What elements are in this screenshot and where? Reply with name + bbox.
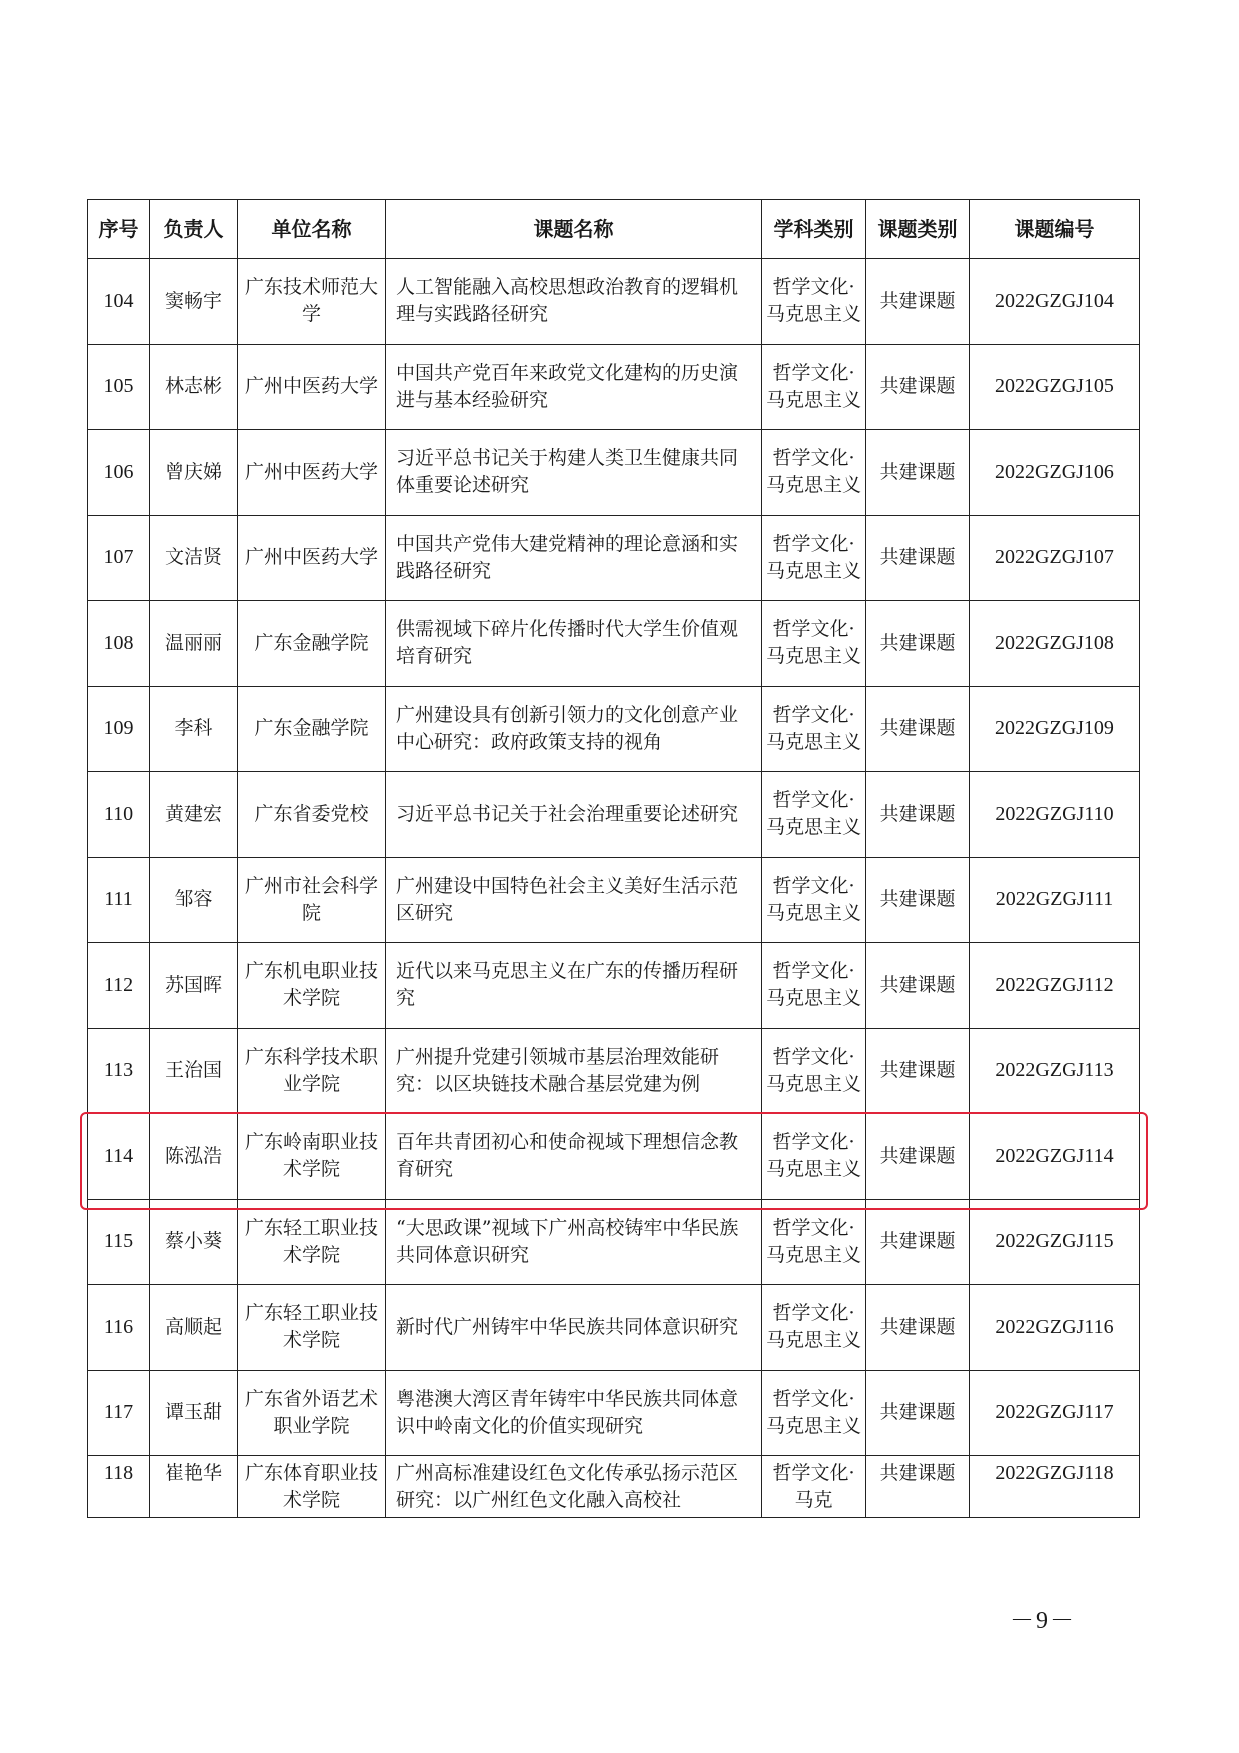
header-discipline: 学科类别	[762, 200, 866, 259]
cell-seq: 106	[88, 430, 150, 516]
header-code: 课题编号	[970, 200, 1140, 259]
table-row	[88, 1456, 1140, 1518]
cell-unit: 广东科学技术职业学院	[238, 1028, 386, 1114]
cell-discipline: 哲学文化·马克思主义	[762, 430, 866, 516]
table-row	[88, 430, 1140, 516]
cell-unit: 广东体育职业技术学院	[238, 1456, 386, 1518]
cell-type: 共建课题	[866, 772, 970, 858]
cell-type: 共建课题	[866, 344, 970, 430]
cell-seq: 118	[88, 1456, 150, 1518]
header-title: 课题名称	[386, 200, 762, 259]
cell-discipline: 哲学文化·马克思主义	[762, 857, 866, 943]
cell-seq: 109	[88, 686, 150, 772]
cell-code: 2022GZGJ107	[970, 515, 1140, 601]
cell-unit: 广州市社会科学院	[238, 857, 386, 943]
cell-seq: 116	[88, 1285, 150, 1371]
cell-type: 共建课题	[866, 430, 970, 516]
cell-type: 共建课题	[866, 601, 970, 687]
cell-seq: 107	[88, 515, 150, 601]
table-row	[88, 686, 1140, 772]
cell-title: 百年共青团初心和使命视域下理想信念教育研究	[386, 1114, 762, 1200]
table-row-highlighted	[88, 1114, 1140, 1200]
cell-unit: 广东轻工职业技术学院	[238, 1285, 386, 1371]
cell-discipline: 哲学文化·马克思主义	[762, 943, 866, 1029]
cell-code: 2022GZGJ111	[970, 857, 1140, 943]
cell-leader: 邹容	[150, 857, 238, 943]
header-type: 课题类别	[866, 200, 970, 259]
cell-title: 人工智能融入高校思想政治教育的逻辑机理与实践路径研究	[386, 259, 762, 345]
cell-type: 共建课题	[866, 686, 970, 772]
cell-unit: 广州中医药大学	[238, 430, 386, 516]
header-unit: 单位名称	[238, 200, 386, 259]
cell-discipline: 哲学文化·马克思主义	[762, 1199, 866, 1285]
cell-unit: 广东省外语艺术职业学院	[238, 1370, 386, 1456]
cell-leader: 王治国	[150, 1028, 238, 1114]
table-row	[88, 943, 1140, 1029]
cell-title: 新时代广州铸牢中华民族共同体意识研究	[386, 1285, 762, 1371]
cell-type: 共建课题	[866, 1456, 970, 1518]
table-row	[88, 1285, 1140, 1371]
cell-unit: 广东技术师范大学	[238, 259, 386, 345]
cell-code: 2022GZGJ114	[970, 1114, 1140, 1200]
cell-unit: 广州中医药大学	[238, 515, 386, 601]
cell-code: 2022GZGJ118	[970, 1456, 1140, 1518]
cell-title: 习近平总书记关于构建人类卫生健康共同体重要论述研究	[386, 430, 762, 516]
cell-type: 共建课题	[866, 1028, 970, 1114]
cell-leader: 曾庆娣	[150, 430, 238, 516]
cell-title: “大思政课”视域下广州高校铸牢中华民族共同体意识研究	[386, 1199, 762, 1285]
cell-leader: 窦畅宇	[150, 259, 238, 345]
cell-seq: 108	[88, 601, 150, 687]
cell-leader: 李科	[150, 686, 238, 772]
cell-discipline: 哲学文化·马克	[762, 1456, 866, 1518]
cell-title: 中国共产党伟大建党精神的理论意涵和实践路径研究	[386, 515, 762, 601]
cell-type: 共建课题	[866, 1370, 970, 1456]
cell-leader: 林志彬	[150, 344, 238, 430]
cell-leader: 谭玉甜	[150, 1370, 238, 1456]
cell-code: 2022GZGJ112	[970, 943, 1140, 1029]
cell-type: 共建课题	[866, 1199, 970, 1285]
table-header-row	[88, 200, 1140, 259]
cell-type: 共建课题	[866, 1285, 970, 1371]
cell-leader: 苏国晖	[150, 943, 238, 1029]
table-row	[88, 601, 1140, 687]
cell-leader: 黄建宏	[150, 772, 238, 858]
cell-discipline: 哲学文化·马克思主义	[762, 1285, 866, 1371]
cell-seq: 113	[88, 1028, 150, 1114]
cell-leader: 陈泓浩	[150, 1114, 238, 1200]
table-row	[88, 1370, 1140, 1456]
header-seq: 序号	[88, 200, 150, 259]
cell-leader: 高顺起	[150, 1285, 238, 1371]
cell-title: 广州高标准建设红色文化传承弘扬示范区研究：以广州红色文化融入高校社	[386, 1456, 762, 1518]
cell-discipline: 哲学文化·马克思主义	[762, 344, 866, 430]
table-row	[88, 259, 1140, 345]
table-row	[88, 772, 1140, 858]
cell-seq: 112	[88, 943, 150, 1029]
cell-discipline: 哲学文化·马克思主义	[762, 1028, 866, 1114]
project-table	[87, 199, 1140, 1518]
cell-title: 广州建设具有创新引领力的文化创意产业中心研究：政府政策支持的视角	[386, 686, 762, 772]
cell-code: 2022GZGJ104	[970, 259, 1140, 345]
cell-discipline: 哲学文化·马克思主义	[762, 772, 866, 858]
cell-seq: 114	[88, 1114, 150, 1200]
cell-code: 2022GZGJ116	[970, 1285, 1140, 1371]
cell-leader: 蔡小葵	[150, 1199, 238, 1285]
cell-code: 2022GZGJ115	[970, 1199, 1140, 1285]
cell-discipline: 哲学文化·马克思主义	[762, 601, 866, 687]
cell-title: 习近平总书记关于社会治理重要论述研究	[386, 772, 762, 858]
cell-code: 2022GZGJ108	[970, 601, 1140, 687]
cell-unit: 广东金融学院	[238, 601, 386, 687]
cell-discipline: 哲学文化·马克思主义	[762, 1114, 866, 1200]
cell-seq: 111	[88, 857, 150, 943]
table-row	[88, 1028, 1140, 1114]
page-number: －9－	[1010, 1608, 1076, 1634]
cell-discipline: 哲学文化·马克思主义	[762, 686, 866, 772]
cell-seq: 117	[88, 1370, 150, 1456]
cell-type: 共建课题	[866, 259, 970, 345]
cell-seq: 115	[88, 1199, 150, 1285]
cell-leader: 文洁贤	[150, 515, 238, 601]
cell-unit: 广东金融学院	[238, 686, 386, 772]
cell-type: 共建课题	[866, 515, 970, 601]
cell-leader: 温丽丽	[150, 601, 238, 687]
cell-seq: 104	[88, 259, 150, 345]
cell-title: 广州建设中国特色社会主义美好生活示范区研究	[386, 857, 762, 943]
cell-unit: 广东岭南职业技术学院	[238, 1114, 386, 1200]
cell-type: 共建课题	[866, 857, 970, 943]
table-row	[88, 344, 1140, 430]
cell-seq: 105	[88, 344, 150, 430]
cell-type: 共建课题	[866, 1114, 970, 1200]
cell-code: 2022GZGJ117	[970, 1370, 1140, 1456]
cell-unit: 广东机电职业技术学院	[238, 943, 386, 1029]
cell-seq: 110	[88, 772, 150, 858]
cell-discipline: 哲学文化·马克思主义	[762, 1370, 866, 1456]
cell-unit: 广东省委党校	[238, 772, 386, 858]
cell-title: 中国共产党百年来政党文化建构的历史演进与基本经验研究	[386, 344, 762, 430]
cell-code: 2022GZGJ105	[970, 344, 1140, 430]
cell-leader: 崔艳华	[150, 1456, 238, 1518]
cell-unit: 广州中医药大学	[238, 344, 386, 430]
header-leader: 负责人	[150, 200, 238, 259]
cell-title: 近代以来马克思主义在广东的传播历程研究	[386, 943, 762, 1029]
cell-title: 粤港澳大湾区青年铸牢中华民族共同体意识中岭南文化的价值实现研究	[386, 1370, 762, 1456]
cell-code: 2022GZGJ109	[970, 686, 1140, 772]
cell-unit: 广东轻工职业技术学院	[238, 1199, 386, 1285]
cell-title: 供需视域下碎片化传播时代大学生价值观培育研究	[386, 601, 762, 687]
cell-title: 广州提升党建引领城市基层治理效能研究：以区块链技术融合基层党建为例	[386, 1028, 762, 1114]
cell-code: 2022GZGJ113	[970, 1028, 1140, 1114]
cell-code: 2022GZGJ110	[970, 772, 1140, 858]
cell-code: 2022GZGJ106	[970, 430, 1140, 516]
table-row	[88, 515, 1140, 601]
cell-discipline: 哲学文化·马克思主义	[762, 515, 866, 601]
cell-type: 共建课题	[866, 943, 970, 1029]
table-row	[88, 857, 1140, 943]
table-row	[88, 1199, 1140, 1285]
cell-discipline: 哲学文化·马克思主义	[762, 259, 866, 345]
